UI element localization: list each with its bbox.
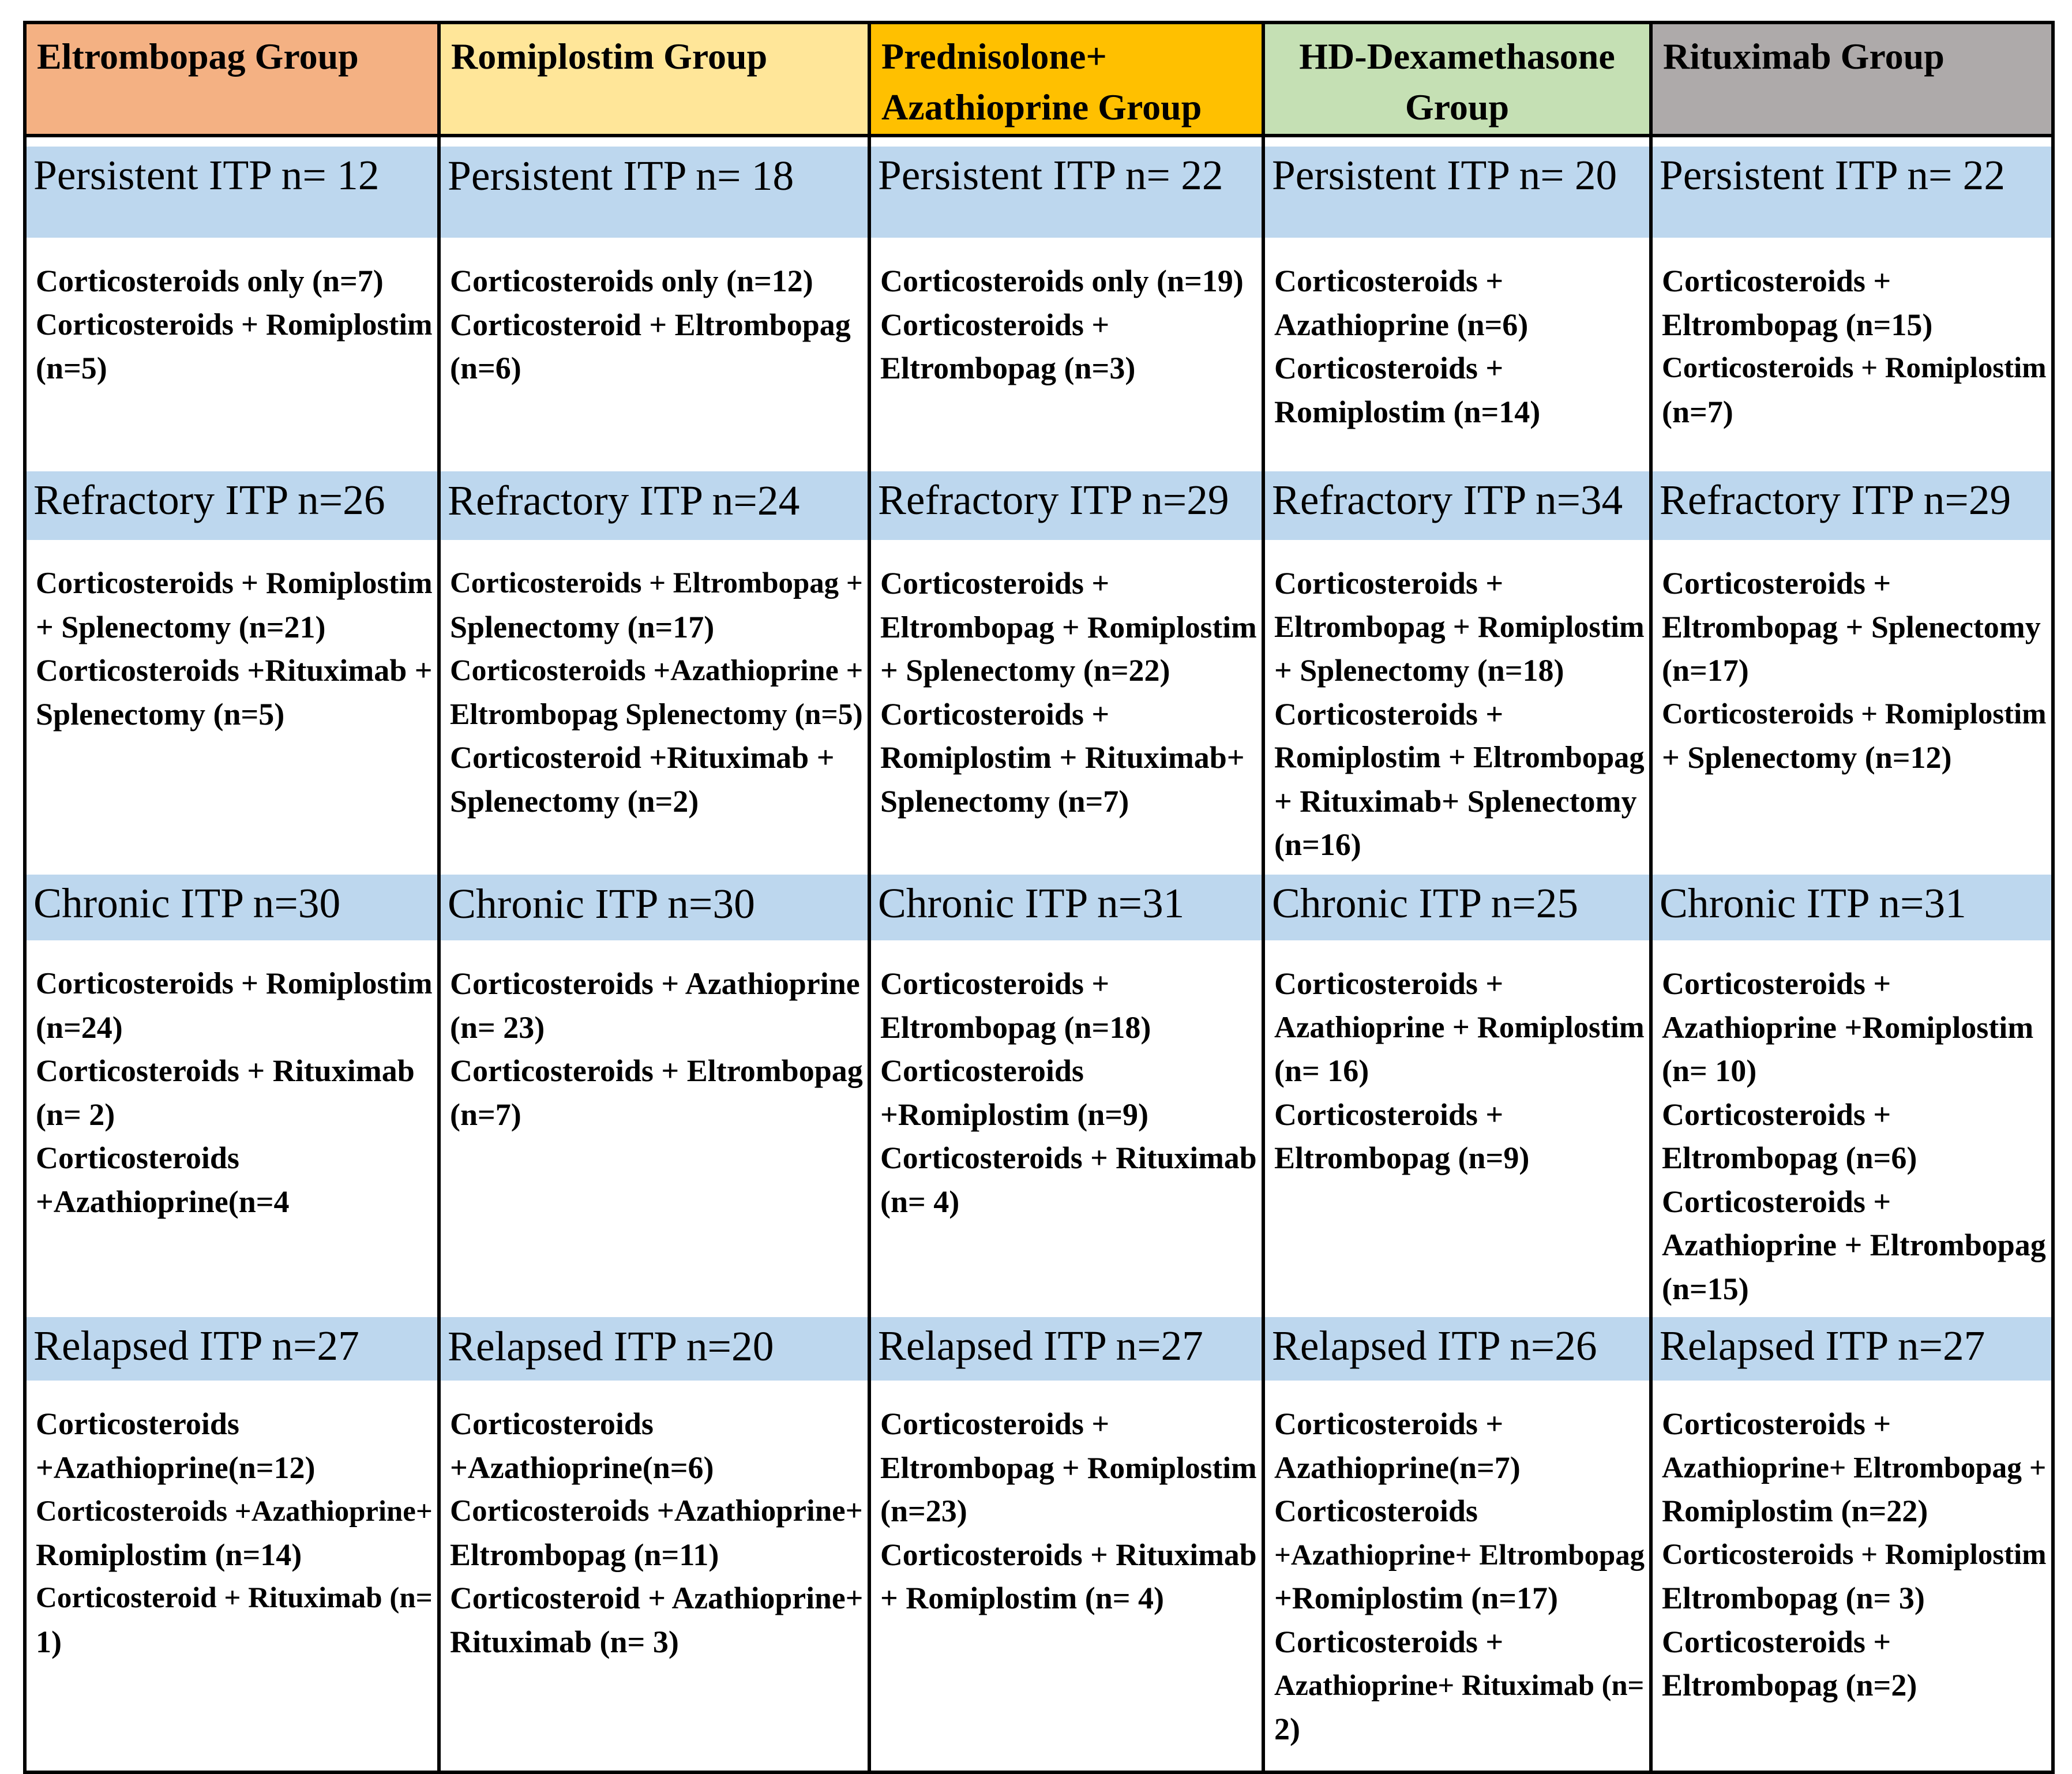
treatment-line: Azathioprine(n=7)	[1274, 1450, 1521, 1485]
treatment-cell	[871, 247, 1265, 462]
group-header-line: Rituximab Group	[1663, 36, 1945, 77]
category-cell	[441, 462, 871, 549]
treatment-line: Corticosteroids + Eltrombopag +	[450, 567, 863, 599]
treatment-line: Splenectomy (n=2)	[450, 783, 699, 819]
treatment-line: Eltrombopag (n=15)	[1662, 307, 1933, 342]
treatment-line: Romiplostim (n=14)	[1274, 394, 1541, 429]
treatment-line: Corticosteroids	[880, 1053, 1084, 1088]
treatment-line: Eltrombopag Splenectomy (n=5)	[450, 697, 863, 731]
treatment-line: Corticosteroid + Azathioprine+	[450, 1581, 864, 1615]
category-cell	[1265, 1308, 1653, 1390]
category-label: Relapsed ITP n=20	[441, 1317, 868, 1381]
group-header-romiplostim	[441, 24, 871, 137]
category-label: Refractory ITP n=29	[871, 471, 1262, 540]
treatment-line: Corticosteroids +Azathioprine +	[450, 654, 864, 687]
treatment-line: Corticosteroids +Azathioprine+	[36, 1495, 433, 1527]
treatment-line: +Romiplostim (n=17)	[1274, 1581, 1559, 1615]
category-cell	[871, 137, 1265, 247]
category-label: Persistent ITP n= 22	[871, 147, 1262, 238]
treatment-line: Splenectomy (n=7)	[880, 783, 1129, 819]
treatment-line: Corticosteroids	[1274, 1494, 1478, 1528]
treatment-cell	[1653, 950, 2051, 1308]
treatment-line: Eltrombopag (n=2)	[1662, 1668, 1917, 1702]
category-cell	[27, 137, 441, 247]
category-cell	[441, 1308, 871, 1390]
treatment-line: (n=7)	[450, 1097, 521, 1132]
group-header-hd-dexamethasone	[1265, 24, 1653, 137]
treatment-line: Corticosteroids +Rituximab +	[36, 653, 433, 688]
category-cell	[871, 1308, 1265, 1390]
category-cell	[27, 865, 441, 950]
category-label: Refractory ITP n=24	[441, 471, 868, 540]
treatment-line: Corticosteroids +	[880, 696, 1110, 732]
treatment-line: Eltrombopag (n=3)	[880, 351, 1136, 385]
treatment-line: +Azathioprine(n=4	[36, 1184, 290, 1219]
treatment-line: Corticosteroids +	[1662, 1184, 1891, 1219]
treatment-line: Eltrombopag + Romiplostim	[1274, 610, 1645, 644]
treatment-line: (n= 16)	[1274, 1053, 1369, 1088]
treatment-line: Eltrombopag (n=18)	[880, 1010, 1151, 1045]
category-cell	[1653, 137, 2051, 247]
treatment-line: Corticosteroids + Romiplostim	[36, 967, 433, 1000]
treatment-cell	[441, 1390, 871, 1771]
treatment-line: Rituximab (n= 3)	[450, 1624, 679, 1659]
treatment-line: Corticosteroids	[450, 1407, 654, 1441]
treatment-line: Corticosteroid + Eltrombopag	[450, 307, 851, 342]
group-header-line: Romiplostim Group	[451, 36, 768, 77]
treatment-line: Corticosteroids +	[1662, 1407, 1891, 1441]
category-label: Chronic ITP n=31	[1653, 875, 2051, 940]
treatment-cell	[871, 1390, 1265, 1771]
group-header-line: Group	[1405, 87, 1510, 127]
category-label: Relapsed ITP n=27	[27, 1317, 437, 1381]
treatment-line: Splenectomy (n=17)	[450, 609, 715, 644]
category-cell	[1265, 865, 1653, 950]
treatment-line: Corticosteroids +	[880, 1407, 1110, 1441]
treatment-line: Corticosteroids +	[1274, 566, 1504, 601]
category-label: Refractory ITP n=34	[1265, 471, 1649, 540]
category-cell	[1653, 1308, 2051, 1390]
itp-treatment-table	[23, 21, 2055, 1774]
category-label: Relapsed ITP n=26	[1265, 1317, 1649, 1381]
treatment-cell	[1653, 1390, 2051, 1771]
category-label: Refractory ITP n=26	[27, 471, 437, 540]
category-label: Persistent ITP n= 12	[27, 147, 437, 238]
treatment-line: Corticosteroids + Rituximab	[880, 1537, 1257, 1572]
treatment-line: Azathioprine+ Eltrombopag +	[1662, 1451, 2047, 1484]
treatment-line: Romiplostim + Eltrombopag	[1274, 741, 1645, 774]
treatment-line: (n= 4)	[880, 1184, 960, 1219]
treatment-line: Corticosteroids +	[1274, 1624, 1504, 1659]
group-header-line: Prednisolone+	[881, 36, 1107, 77]
treatment-line: Eltrombopag + Splenectomy	[1662, 609, 2041, 644]
treatment-line: Corticosteroids + Azathioprine	[450, 966, 860, 1001]
treatment-line: Corticosteroid + Rituximab (n=	[36, 1582, 433, 1614]
treatment-line: Corticosteroids +	[1274, 1407, 1504, 1441]
treatment-line: + Romiplostim (n= 4)	[880, 1581, 1165, 1615]
treatment-line: + Splenectomy (n=21)	[36, 609, 326, 644]
group-header-prednisolone-azathioprine	[871, 24, 1265, 137]
treatment-line: Azathioprine + Romiplostim	[1274, 1010, 1645, 1044]
treatment-line: Azathioprine (n=6)	[1274, 307, 1529, 342]
treatment-cell	[441, 950, 871, 1308]
category-label: Relapsed ITP n=27	[1653, 1317, 2051, 1381]
treatment-cell	[27, 247, 441, 462]
treatment-cell	[871, 549, 1265, 865]
treatment-line: Corticosteroids +	[880, 566, 1110, 601]
treatment-line: Eltrombopag (n=11)	[450, 1537, 719, 1572]
treatment-cell	[1265, 950, 1653, 1308]
treatment-line: +Azathioprine+ Eltrombopag	[1274, 1538, 1645, 1571]
category-cell	[441, 865, 871, 950]
category-label: Persistent ITP n= 18	[441, 147, 868, 238]
treatment-cell	[1653, 549, 2051, 865]
treatment-line: Romiplostim + Rituximab+	[880, 740, 1245, 775]
treatment-cell	[441, 247, 871, 462]
treatment-line: Corticosteroids +	[1662, 264, 1891, 298]
treatment-line: (n= 2)	[36, 1097, 115, 1132]
treatment-line: Corticosteroids +	[1274, 1097, 1504, 1132]
category-label: Relapsed ITP n=27	[871, 1317, 1262, 1381]
treatment-line: + Rituximab+ Splenectomy	[1274, 783, 1637, 819]
treatment-line: Corticosteroids + Romiplostim	[36, 307, 433, 342]
treatment-line: Corticosteroid +Rituximab +	[450, 740, 835, 775]
treatment-line: Corticosteroids only (n=7)	[36, 264, 384, 298]
treatment-line: (n=6)	[450, 351, 521, 385]
treatment-line: Corticosteroids + Romiplostim	[36, 567, 433, 600]
category-label: Chronic ITP n=25	[1265, 875, 1649, 940]
treatment-line: +Azathioprine(n=12)	[36, 1450, 316, 1485]
treatment-line: Azathioprine+ Rituximab (n=	[1274, 1669, 1645, 1701]
category-cell	[27, 1308, 441, 1390]
treatment-line: (n=24)	[36, 1010, 123, 1045]
treatment-line: Romiplostim (n=14)	[36, 1537, 302, 1572]
treatment-line: Corticosteroids + Romiplostim	[1662, 697, 2047, 730]
category-cell	[1653, 462, 2051, 549]
group-header-rituximab	[1653, 24, 2051, 137]
treatment-line: Corticosteroids	[36, 1141, 239, 1175]
treatment-line: (n=17)	[1662, 653, 1749, 688]
category-label: Persistent ITP n= 22	[1653, 147, 2051, 238]
treatment-line: Corticosteroids +	[1662, 1624, 1891, 1659]
treatment-line: + Splenectomy (n=18)	[1274, 653, 1564, 688]
treatment-line: Corticosteroids +	[1274, 264, 1504, 298]
group-header-line: HD-Dexamethasone	[1299, 36, 1615, 77]
treatment-line: Eltrombopag (n= 3)	[1662, 1581, 1925, 1615]
treatment-line: Corticosteroids + Rituximab	[880, 1141, 1257, 1175]
treatment-line: Eltrombopag + Romiplostim	[880, 1450, 1257, 1485]
treatment-line: +Azathioprine(n=6)	[450, 1450, 714, 1485]
treatment-line: Corticosteroids +	[1274, 351, 1504, 385]
treatment-line: Azathioprine +Romiplostim	[1662, 1010, 2034, 1045]
category-cell	[871, 865, 1265, 950]
category-cell	[27, 462, 441, 549]
category-label: Refractory ITP n=29	[1653, 471, 2051, 540]
treatment-cell	[1265, 549, 1653, 865]
treatment-line: Romiplostim (n=22)	[1662, 1494, 1928, 1528]
treatment-cell	[1265, 247, 1653, 462]
treatment-line: Corticosteroids +	[1274, 966, 1504, 1001]
treatment-line: Corticosteroids +	[1662, 966, 1891, 1001]
category-cell	[1265, 462, 1653, 549]
treatment-line: Corticosteroids	[36, 1407, 239, 1441]
treatment-line: Corticosteroids + Eltrombopag	[450, 1053, 863, 1088]
treatment-line: Corticosteroids +	[1662, 566, 1891, 601]
treatment-line: Corticosteroids + Rituximab	[36, 1053, 415, 1088]
group-header-line: Eltrombopag Group	[37, 36, 359, 77]
treatment-line: Corticosteroids +	[880, 966, 1110, 1001]
treatment-line: (n=5)	[36, 351, 107, 385]
treatment-line: Corticosteroids +	[1662, 1097, 1891, 1132]
treatment-line: Splenectomy (n=5)	[36, 696, 285, 732]
treatment-line: Corticosteroids +	[880, 307, 1110, 342]
treatment-line: Azathioprine + Eltrombopag	[1662, 1228, 2046, 1262]
group-header-line: Azathioprine Group	[881, 87, 1202, 127]
category-cell	[1653, 865, 2051, 950]
treatment-line: Corticosteroids +	[1274, 696, 1504, 732]
category-cell	[1265, 137, 1653, 247]
treatment-cell	[1653, 247, 2051, 462]
treatment-cell	[441, 549, 871, 865]
treatment-cell	[27, 549, 441, 865]
treatment-line: (n= 10)	[1662, 1053, 1757, 1088]
category-cell	[441, 137, 871, 247]
treatment-line: + Splenectomy (n=12)	[1662, 740, 1952, 775]
treatment-line: +Romiplostim (n=9)	[880, 1097, 1149, 1132]
category-label: Persistent ITP n= 20	[1265, 147, 1649, 238]
category-cell	[871, 462, 1265, 549]
treatment-line: (n=15)	[1662, 1271, 1749, 1306]
treatment-line: Eltrombopag (n=6)	[1662, 1141, 1917, 1175]
treatment-line: 2)	[1274, 1711, 1300, 1746]
treatment-line: 1)	[36, 1624, 62, 1659]
group-header-eltrombopag	[27, 24, 441, 137]
treatment-cell	[871, 950, 1265, 1308]
treatment-line: Corticosteroids + Romiplostim	[1662, 352, 2047, 384]
category-label: Chronic ITP n=30	[441, 875, 868, 940]
category-label: Chronic ITP n=30	[27, 875, 437, 940]
treatment-line: Corticosteroids only (n=19)	[880, 264, 1244, 298]
treatment-line: Corticosteroids +Azathioprine+	[450, 1494, 863, 1528]
treatment-line: + Splenectomy (n=22)	[880, 653, 1170, 688]
category-label: Chronic ITP n=31	[871, 875, 1262, 940]
treatment-cell	[27, 1390, 441, 1771]
treatment-line: (n=23)	[880, 1494, 967, 1528]
treatment-line: Corticosteroids + Romiplostim	[1662, 1538, 2047, 1571]
treatment-line: (n=7)	[1662, 394, 1733, 429]
treatment-line: Eltrombopag (n=9)	[1274, 1141, 1530, 1175]
treatment-line: (n=16)	[1274, 827, 1361, 862]
treatment-cell	[27, 950, 441, 1308]
treatment-line: Eltrombopag + Romiplostim	[880, 609, 1257, 644]
treatment-cell	[1265, 1390, 1653, 1771]
treatment-line: Corticosteroids only (n=12)	[450, 264, 813, 298]
treatment-line: (n= 23)	[450, 1010, 545, 1045]
